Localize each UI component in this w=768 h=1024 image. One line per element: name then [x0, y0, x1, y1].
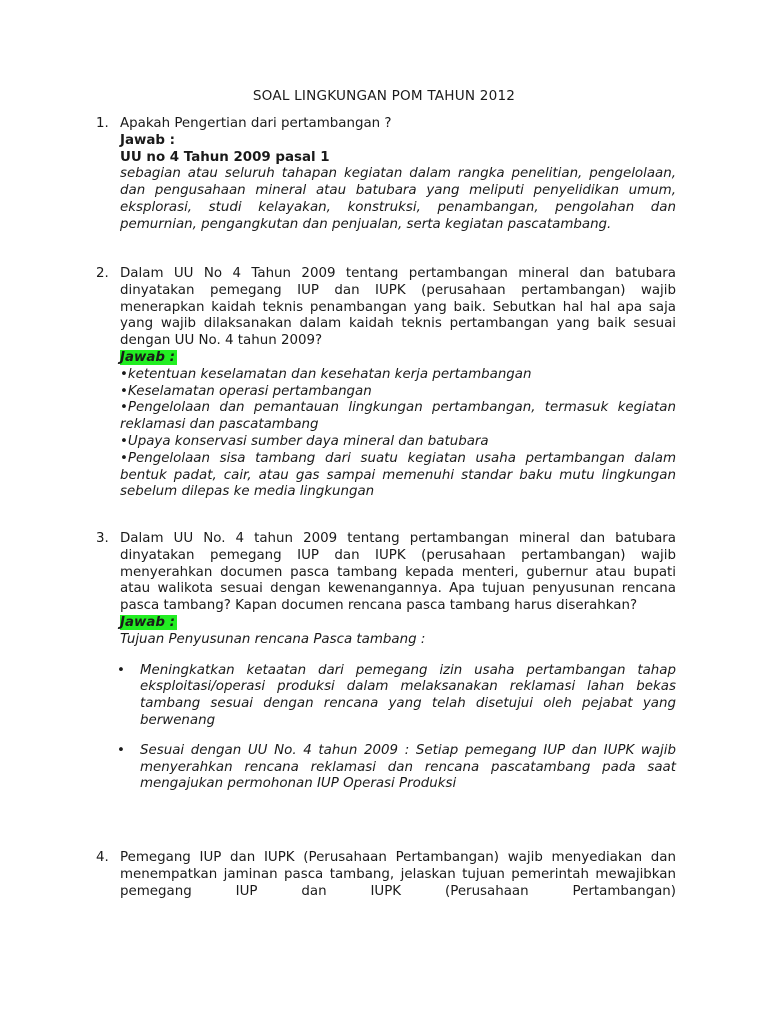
bullet-text: Sesuai dengan UU No. 4 tahun 2009 : Setiap pemegang IUP dan IUPK wajib menyerahkan rencana reklamasi dan rencana pascatambang pada saat mengajukan permohonan IUP Operasi Produksi	[140, 742, 676, 792]
question-number: 1.	[96, 116, 109, 131]
bullet-item	[117, 742, 676, 793]
list-item: •Upaya konservasi sumber daya mineral dan batubara	[120, 433, 489, 449]
bullet-text: Meningkatkan ketaatan dari pemegang izin usaha pertambangan tahap eksploitasi/operasi produksi dalam melaksanakan reklamasi lahan bekas tambang sesuai dengan rencana yang telah disetujui oleh pejabat yang berwenang	[140, 662, 676, 728]
answer-points	[120, 367, 676, 501]
question-1	[96, 116, 676, 234]
bullet-item	[117, 662, 676, 730]
bullet-icon: •	[117, 742, 125, 758]
list-item: •Pengelolaan sisa tambang dari suatu kegiatan usaha pertambangan dalam bentuk padat, cair, atau gas sampai memenuhi standar baku mutu lingkungan sebelum dilepas ke media lingkungan	[120, 450, 676, 500]
question-text: Apakah Pengertian dari pertambangan ?	[120, 116, 392, 131]
list-item: •ketentuan keselamatan dan kesehatan kerja pertambangan	[120, 366, 532, 382]
answer-label-highlighted: Jawab :	[120, 349, 176, 365]
question-number: 2.	[96, 266, 109, 281]
law-reference: UU no 4 Tahun 2009 pasal 1	[120, 149, 330, 165]
document-title: SOAL LINGKUNGAN POM TAHUN 2012	[252, 88, 516, 104]
list-item: •Keselamatan operasi pertambangan	[120, 383, 372, 399]
bullet-icon: •	[117, 662, 125, 678]
question-number: 4.	[96, 850, 109, 865]
question-text: Dalam UU No 4 Tahun 2009 tentang pertambangan mineral dan batubara dinyatakan pemegang IUP dan IUPK (perusahaan pertambangan) wajib menerapkan kaidah teknis penambangan yang baik. Sebutkan hal hal apa saja yang wajib dilaksanakan dalam kaidah teknis pertambangan yang baik sesuai dengan UU No. 4 tahun 2009?	[120, 266, 676, 349]
list-item: •Pengelolaan dan pemantauan lingkungan pertambangan, termasuk kegiatan reklamasi dan pascatambang	[120, 400, 676, 433]
question-2	[96, 266, 676, 501]
question-3	[96, 531, 676, 806]
answer-text: sebagian atau seluruh tahapan kegiatan dalam rangka penelitian, pengelolaan, dan pengusahaan mineral atau batubara yang meliputi penyelidikan umum, eksplorasi, studi kelayakan, konstruksi, penambangan, pengolahan dan pemurnian, pengangkutan dan penjualan, serta kegiatan pascatambang.	[120, 166, 676, 232]
question-text: Pemegang IUP dan IUPK (Perusahaan Pertambangan) wajib menyediakan dan menempatkan jaminan pasca tambang, jelaskan tujuan pemerintah mewajibkan pemegang IUP dan IUPK (Perusahaan Pertambangan)	[120, 850, 676, 899]
answer-label: Jawab :	[120, 132, 176, 148]
question-4	[96, 850, 676, 900]
question-number: 3.	[96, 531, 109, 546]
question-text: Dalam UU No. 4 tahun 2009 tentang pertambangan mineral dan batubara dinyatakan pemegang IUP dan IUPK (perusahaan pertambangan) wajib menyerahkan documen pasca tambang kepada menteri, gubernur atau bupati atau walikota sesuai dengan kewenangannya. Apa tujuan penyusunan rencana pasca tambang? Kapan documen rencana pasca tambang harus diserahkan?	[120, 531, 676, 614]
answer-label-highlighted: Jawab :	[120, 614, 176, 630]
answer-intro: Tujuan Penyusunan rencana Pasca tambang :	[120, 631, 426, 647]
